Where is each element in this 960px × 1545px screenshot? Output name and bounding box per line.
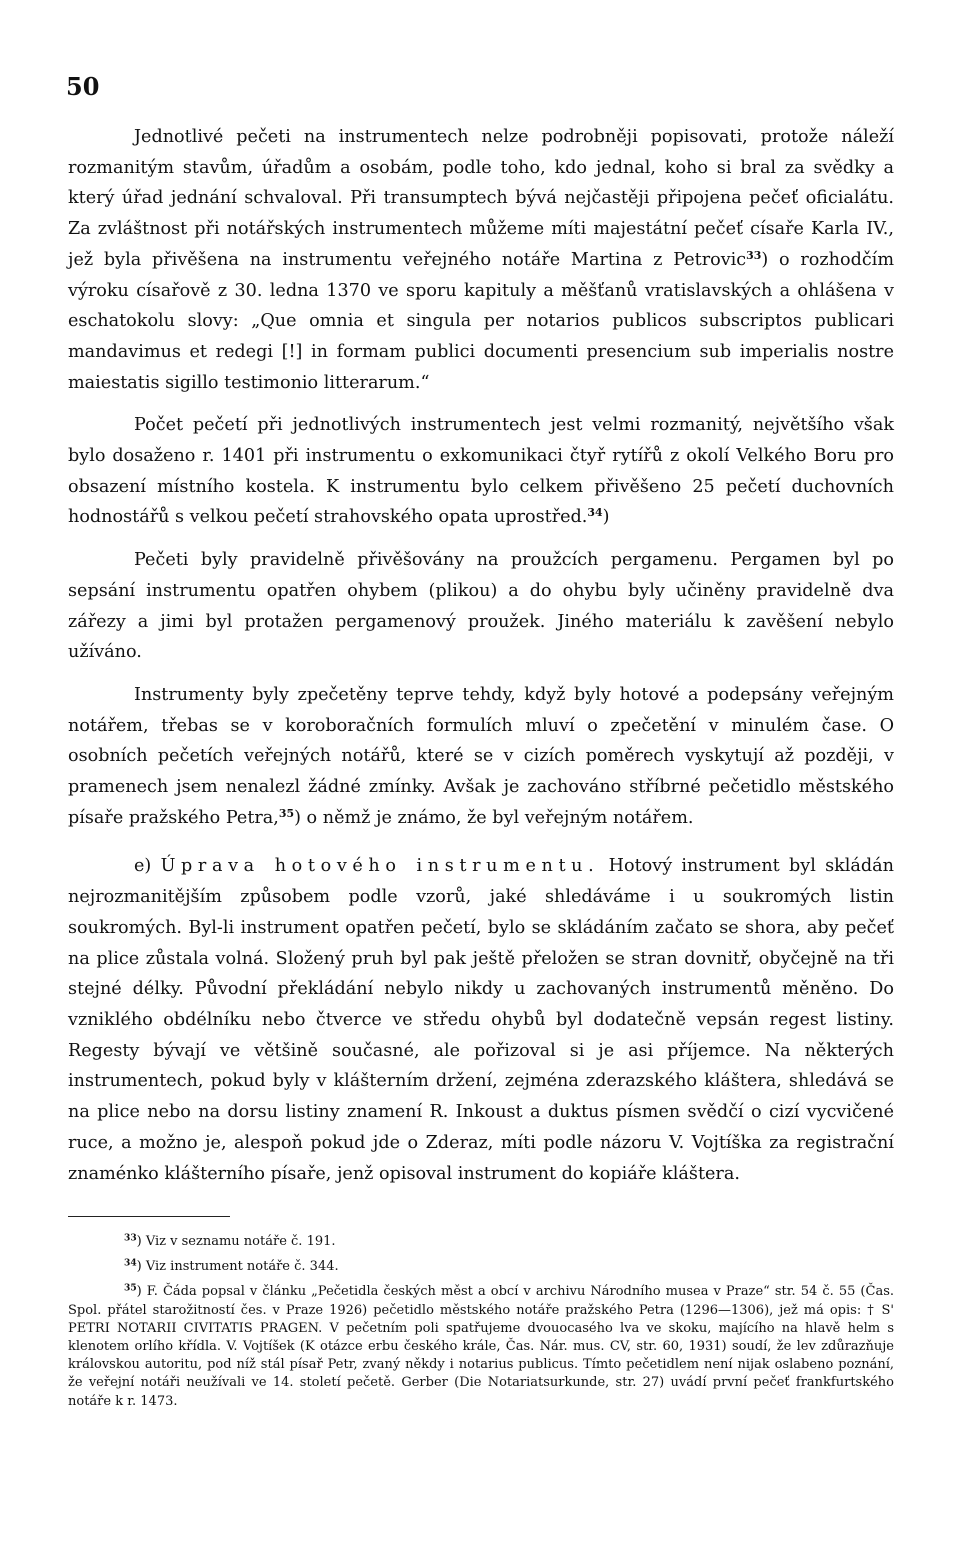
paragraph-2-tail: ) (602, 507, 610, 528)
footnote-33 (68, 1233, 894, 1251)
page-number: 50 (66, 72, 100, 101)
footnote-mark: 33 (124, 1232, 137, 1244)
footnote-text: ) F. Čáda popsal v článku „Pečetidla českých měst a obcí v archivu Národního musea v Praze“ str. 54 č. 55 (Čas. Spol. přátel starožitností čes. v Praze 1926) pečetidlo městského notáře pražského Petra (1296—1306), jež má opis: † S' PETRI NOTARII CIVITATIS PRAGEN. V pečetním poli spatřujeme dvouocasého lva ve skoku, majícího na hlavě helm s klenotem orlího křídla. V. Vojtíšek (K otázce erbu českého krále, Čas. Nár. mus. CV, str. 60, 1931) soudí, že lev zdůrazňuje královskou autoritu, pod níž stál písař Petr, zvaný někdy i notarius publicus. Tímto pečetidlem není nijak oslabeno poznání, že veřejní notáři neužívali ve 14. století pečetě. Gerber (Die Notariatsurkunde, str. 27) uvádí první pečeť frankfurtského notáře k r. 1473. (68, 1284, 894, 1409)
paragraph-5-text: Hotový instrument byl skládán nejrozmanitějším způsobem podle vzorů, jaké shledáváme i u soukromých listin soukromých. Byl-li instrument opatřen pečetí, bylo se skládáním začato se shora, aby pečeť na plice zůstala volná. Složený pruh byl pak ještě přeložen se stran dovnitř, obyčejně na tři stejné délky. Původní překládání nebylo nikdy u zachovaných instrumentů měněno. Do vzniklého obdélníku nebo čtverce ve středu ohybů byl dodatečně vepsán regest listiny. Regesty bývají ve většině současné, ale pořizoval si je asi příjemce. Na některých instrumentech, pokud byly v klášterním držení, zejména zderazského kláštera, shledává se na plice nebo na dorsu listiny znamení R. Inkoust a duktus písmen svědčí o cizí vycvičené ruce, a možno je, alespoň pokud jde o Zderaz, míti podle názoru V. Vojtíška za registrační znaménko klášterního písaře, jenž opisoval instrument do kopiáře kláštera. (68, 856, 895, 1184)
paragraph-4 (68, 680, 894, 834)
footnote-34 (68, 1258, 894, 1276)
footnote-divider (68, 1216, 230, 1217)
footnote-text: ) Viz instrument notáře č. 344. (136, 1259, 339, 1275)
footnote-ref-34: 34 (587, 506, 603, 520)
section-label: e) (134, 856, 152, 877)
footnote-35 (68, 1283, 894, 1410)
paragraph-1-text: Jednotlivé pečeti na instrumentech nelze podrobněji popisovati, protože náleží rozmanitým stavům, úřadům a osobám, podle toho, kdo jednal, koho si bral za svědky a který úřad jednání schvaloval. Při transumptech bývá nejčastěji připojena pečeť oficialátu. Za zvláštnost při notářských instrumentech můžeme míti majestátní pečeť císaře Karla IV., jež byla přivěšena na instrumentu veřejného notáře Martina z Petrovic (68, 127, 894, 270)
section-title: Úprava hotového instrumentu. (160, 856, 600, 877)
paragraph-2 (68, 410, 894, 533)
footnote-ref-35: 35 (278, 806, 295, 820)
paragraph-5 (68, 851, 894, 1189)
footnote-text: ) Viz v seznamu notáře č. 191. (136, 1234, 336, 1249)
paragraph-1-tail: ) o rozhodčím výroku císařově z 30. ledna 1370 ve sporu kapituly a měšťanů vratislavských a ohlášena v eschatokolu slovy: „Que omnia et singula per notarios publicos subscriptos publicari mandavimus et redegi [!] in formam publici documenti presencium sub imperialis nostre maiestatis sigillo testimonio litterarum.“ (68, 249, 894, 393)
footnote-mark: 34 (124, 1257, 137, 1269)
paragraph-1 (68, 122, 894, 398)
paragraph-4-tail: ) o němž je známo, že byl veřejným notářem. (294, 807, 694, 828)
footnote-mark: 35 (124, 1282, 137, 1294)
paragraph-4-text: Instrumenty byly zpečetěny teprve tehdy, když byly hotové a podepsány veřejným notářem, třebas se v koroboračních formulích mluví o zpečetění v minulém čase. O osobních pečetích veřejných notářů, které se v cizích poměrech vyskytují až později, v pramenech jsem nenalezl žádné zmínky. Avšak je zachováno stříbrné pečetidlo městského písaře pražského Petra, (68, 684, 894, 828)
paragraph-3-text: Pečeti byly pravidelně přivěšovány na proužcích pergamenu. Pergamen byl po sepsání instrumentu opatřen ohybem (plikou) a do ohybu byly učiněny pravidelně dva zářezy a jimi byl protažen pergamenový proužek. Jiného materiálu k zavěšení nebylo užíváno. (68, 550, 894, 663)
body-text (68, 122, 894, 1189)
paragraph-2-text: Počet pečetí při jednotlivých instrumentech jest velmi rozmanitý, největšího však bylo dosaženo r. 1401 při instrumentu o exkomunikaci čtyř rytířů z okolí Velkého Boru pro obsazení místního kostela. K instrumentu bylo celkem přivěšeno 25 pečetí duchovních hodnostářů s velkou pečetí strahovského opata uprostřed. (68, 415, 894, 528)
paragraph-3 (68, 545, 894, 668)
footnotes (68, 1233, 894, 1418)
footnote-ref-33: 33 (746, 248, 762, 262)
